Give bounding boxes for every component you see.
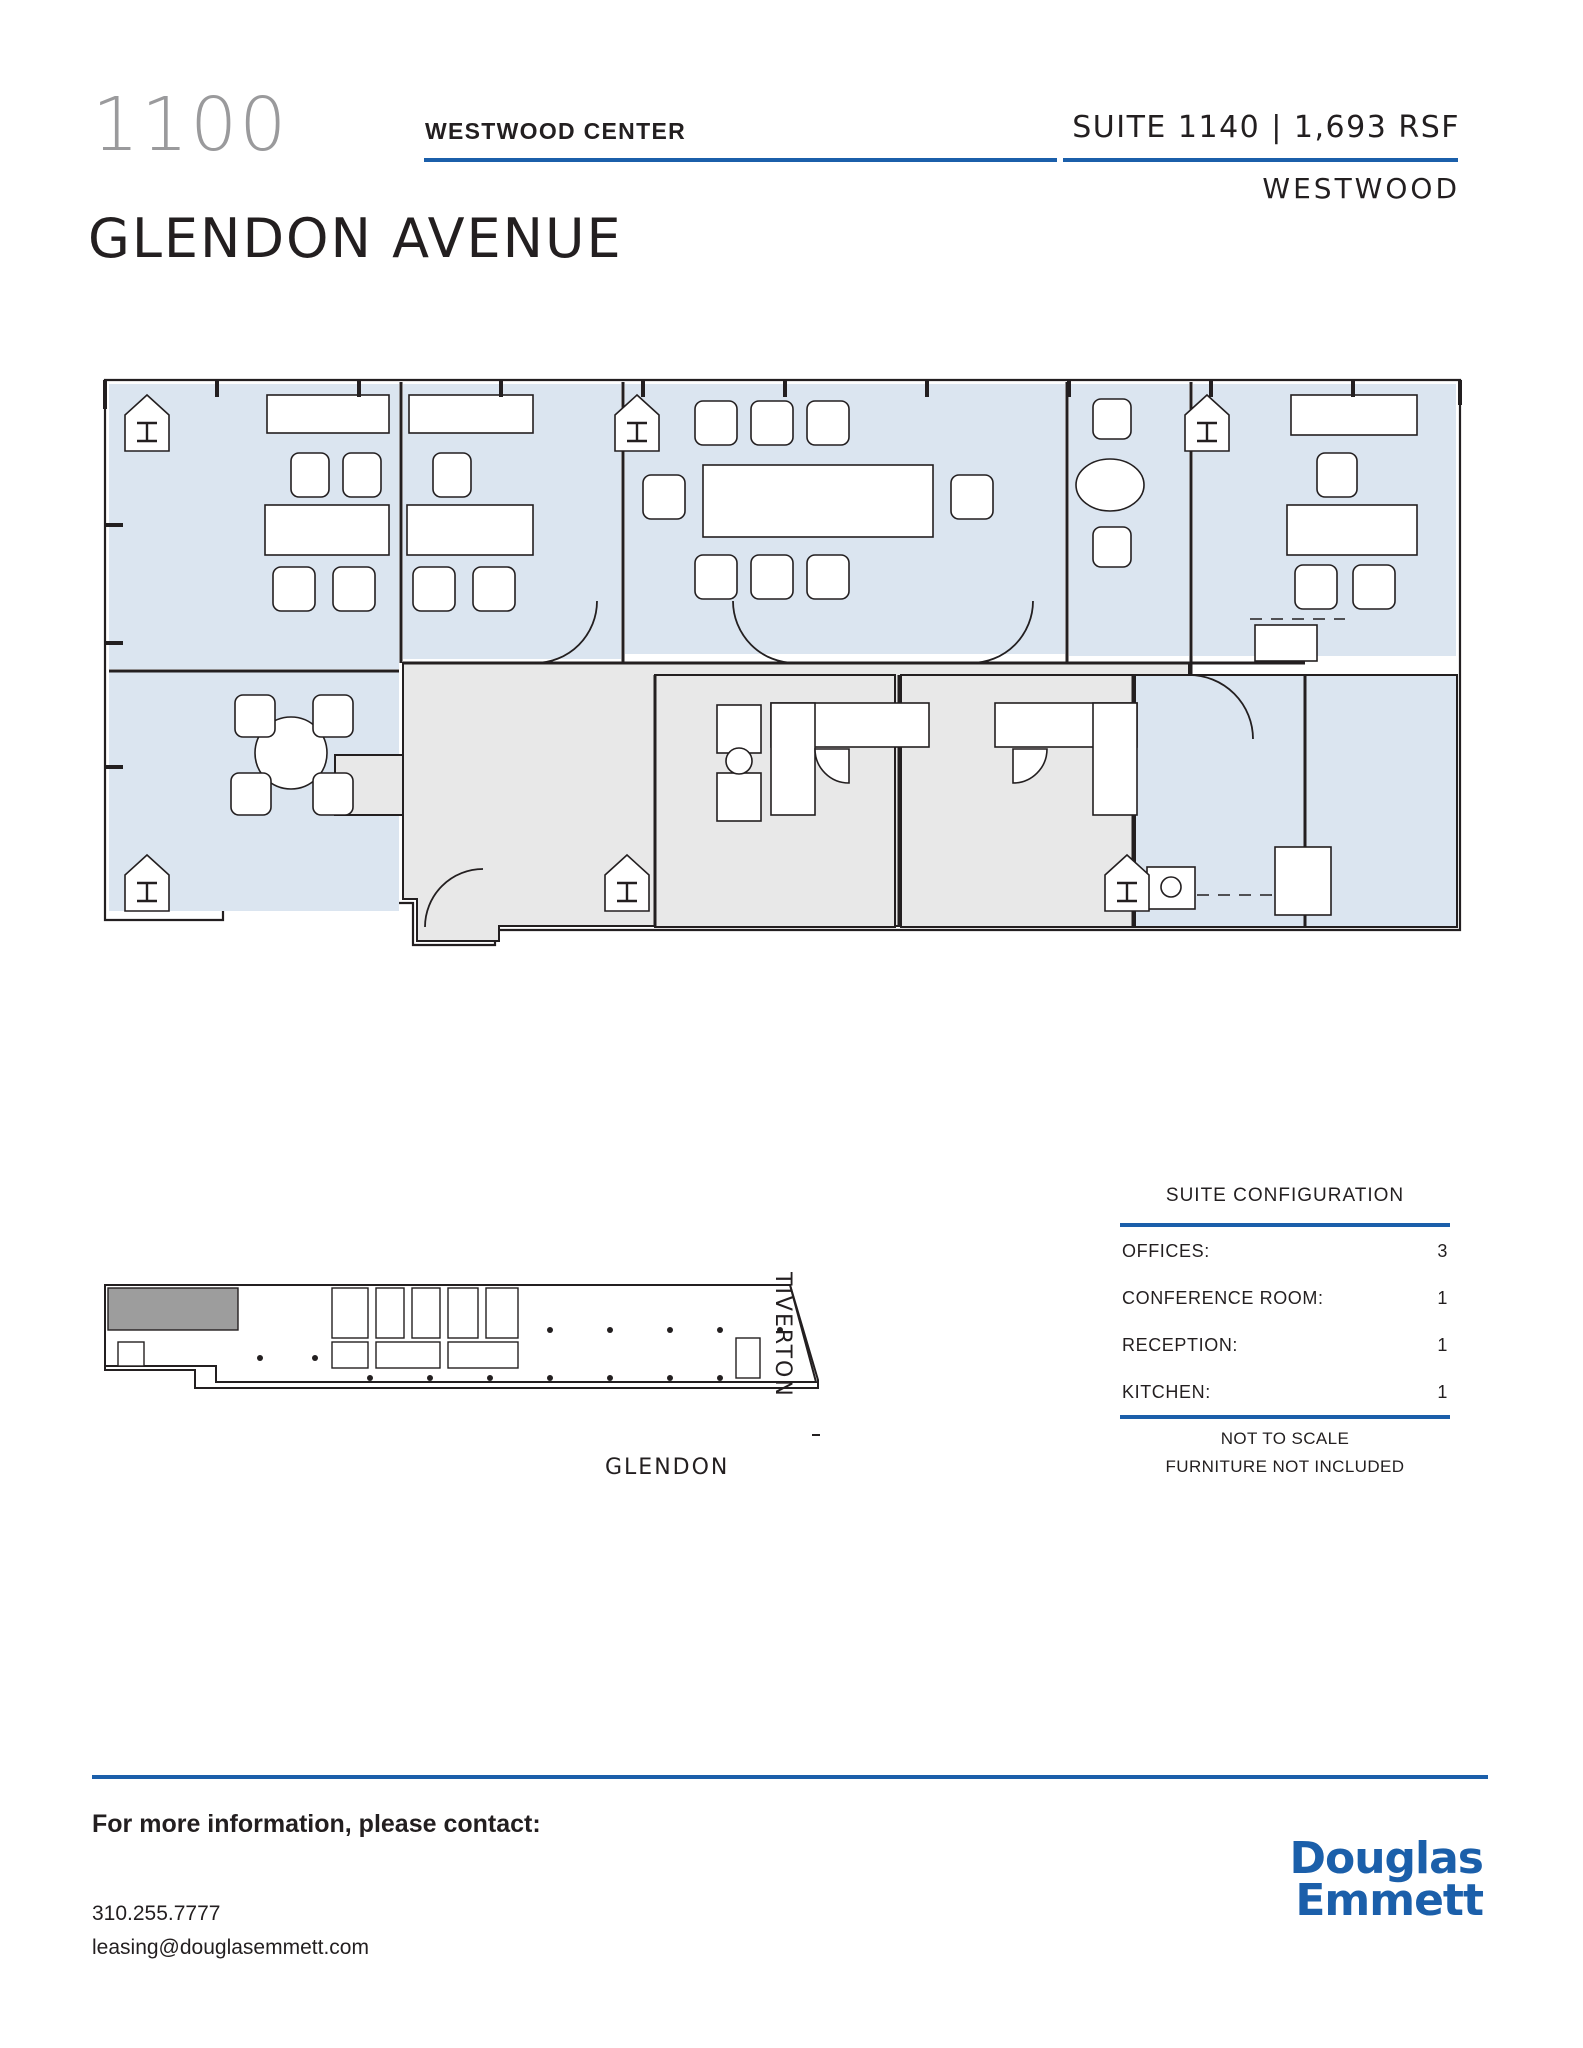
footer-rule bbox=[92, 1775, 1488, 1779]
config-row-offices bbox=[1120, 1227, 1450, 1274]
config-value-kitchen: 1 bbox=[1437, 1382, 1448, 1402]
suite-and-size: SUITE 1140 | 1,693 RSF bbox=[1072, 110, 1460, 145]
contact-title: For more information, please contact: bbox=[92, 1810, 541, 1838]
keyplan-street-tiverton: TIVERTON bbox=[770, 1272, 795, 1398]
config-label-conference-room: CONFERENCE ROOM: bbox=[1122, 1288, 1324, 1308]
logo-line-1: Douglas bbox=[1289, 1833, 1483, 1884]
building-number: 1100 bbox=[92, 82, 289, 168]
keyplan-street-glendon: GLENDON bbox=[605, 1455, 730, 1480]
contact-email[interactable]: leasing@douglasemmett.com bbox=[92, 1936, 369, 1959]
douglas-emmett-logo bbox=[1289, 1833, 1483, 1927]
key-plan bbox=[100, 1270, 820, 1480]
center-name-rule bbox=[424, 158, 1057, 162]
suite-rule bbox=[1063, 158, 1458, 162]
config-title: SUITE CONFIGURATION bbox=[1165, 1185, 1405, 1206]
building-street: GLENDON AVENUE bbox=[88, 207, 623, 270]
contact-phone[interactable]: 310.255.7777 bbox=[92, 1902, 221, 1925]
suite-configuration bbox=[1120, 1185, 1450, 1477]
center-name: WESTWOOD CENTER bbox=[425, 118, 686, 144]
page-header bbox=[0, 0, 1583, 300]
config-bottom-rule bbox=[1120, 1415, 1450, 1419]
floor-plan bbox=[95, 375, 1490, 975]
config-row-reception bbox=[1120, 1321, 1450, 1368]
config-label-reception: RECEPTION: bbox=[1122, 1335, 1239, 1355]
config-row-kitchen bbox=[1120, 1368, 1450, 1415]
config-label-kitchen: KITCHEN: bbox=[1122, 1382, 1211, 1402]
config-note-scale: NOT TO SCALE bbox=[1220, 1429, 1350, 1448]
config-value-reception: 1 bbox=[1437, 1335, 1448, 1355]
config-value-offices: 3 bbox=[1437, 1241, 1448, 1261]
logo-line-2: Emmett bbox=[1295, 1875, 1483, 1927]
config-note-furniture: FURNITURE NOT INCLUDED bbox=[1165, 1457, 1405, 1476]
submarket-label: WESTWOOD bbox=[1262, 172, 1460, 205]
config-label-offices: OFFICES: bbox=[1122, 1241, 1210, 1261]
config-row-conference-room bbox=[1120, 1274, 1450, 1321]
config-value-conference-room: 1 bbox=[1437, 1288, 1448, 1308]
